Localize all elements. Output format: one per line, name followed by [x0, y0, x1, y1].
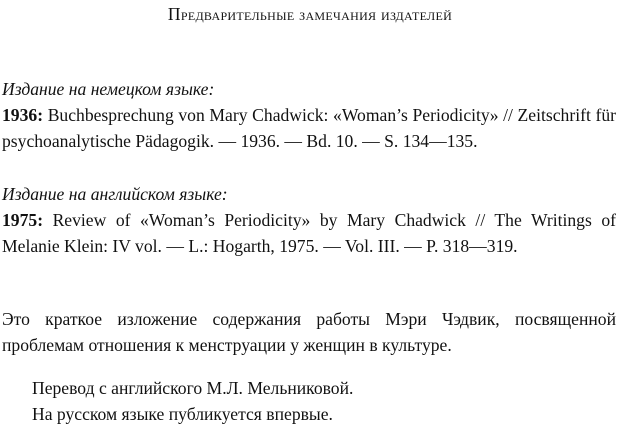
german-edition-text: Buchbesprechung von Mary Chadwick: «Woman’s Periodicity» // Zeitschrift für psychoanalytische Pädagogik. — 1936. — Bd. 10. — S. 134—135. [2, 105, 616, 151]
english-edition-year: 1975: [2, 210, 44, 230]
english-edition-label: Издание на английском языке: [2, 184, 228, 204]
german-edition-citation [2, 102, 616, 154]
running-head: Предварительные замечания издателей [167, 4, 453, 24]
translator-line: Перевод с английского М.Л. Мельниковой. [32, 378, 354, 398]
german-edition-label: Издание на немецком языке: [2, 79, 215, 99]
first-publication-line: На русском языке публикуется впервые. [32, 404, 333, 424]
german-edition-section [2, 76, 616, 154]
german-edition-year: 1936: [2, 105, 44, 125]
english-edition-citation [2, 207, 616, 259]
translator-note [32, 375, 353, 427]
english-edition-text: Review of «Woman’s Periodicity» by Mary Chadwick // The Writings of Melanie Klein: IV vol. — L.: Hogarth, 1975. — Vol. III. — P. 318—319. [2, 210, 616, 256]
summary-paragraph: Это краткое изложение содержания работы Мэри Чэдвик, посвященной проблемам отношения к менструации у женщин в культуре. [2, 309, 616, 355]
english-edition-section [2, 181, 616, 259]
